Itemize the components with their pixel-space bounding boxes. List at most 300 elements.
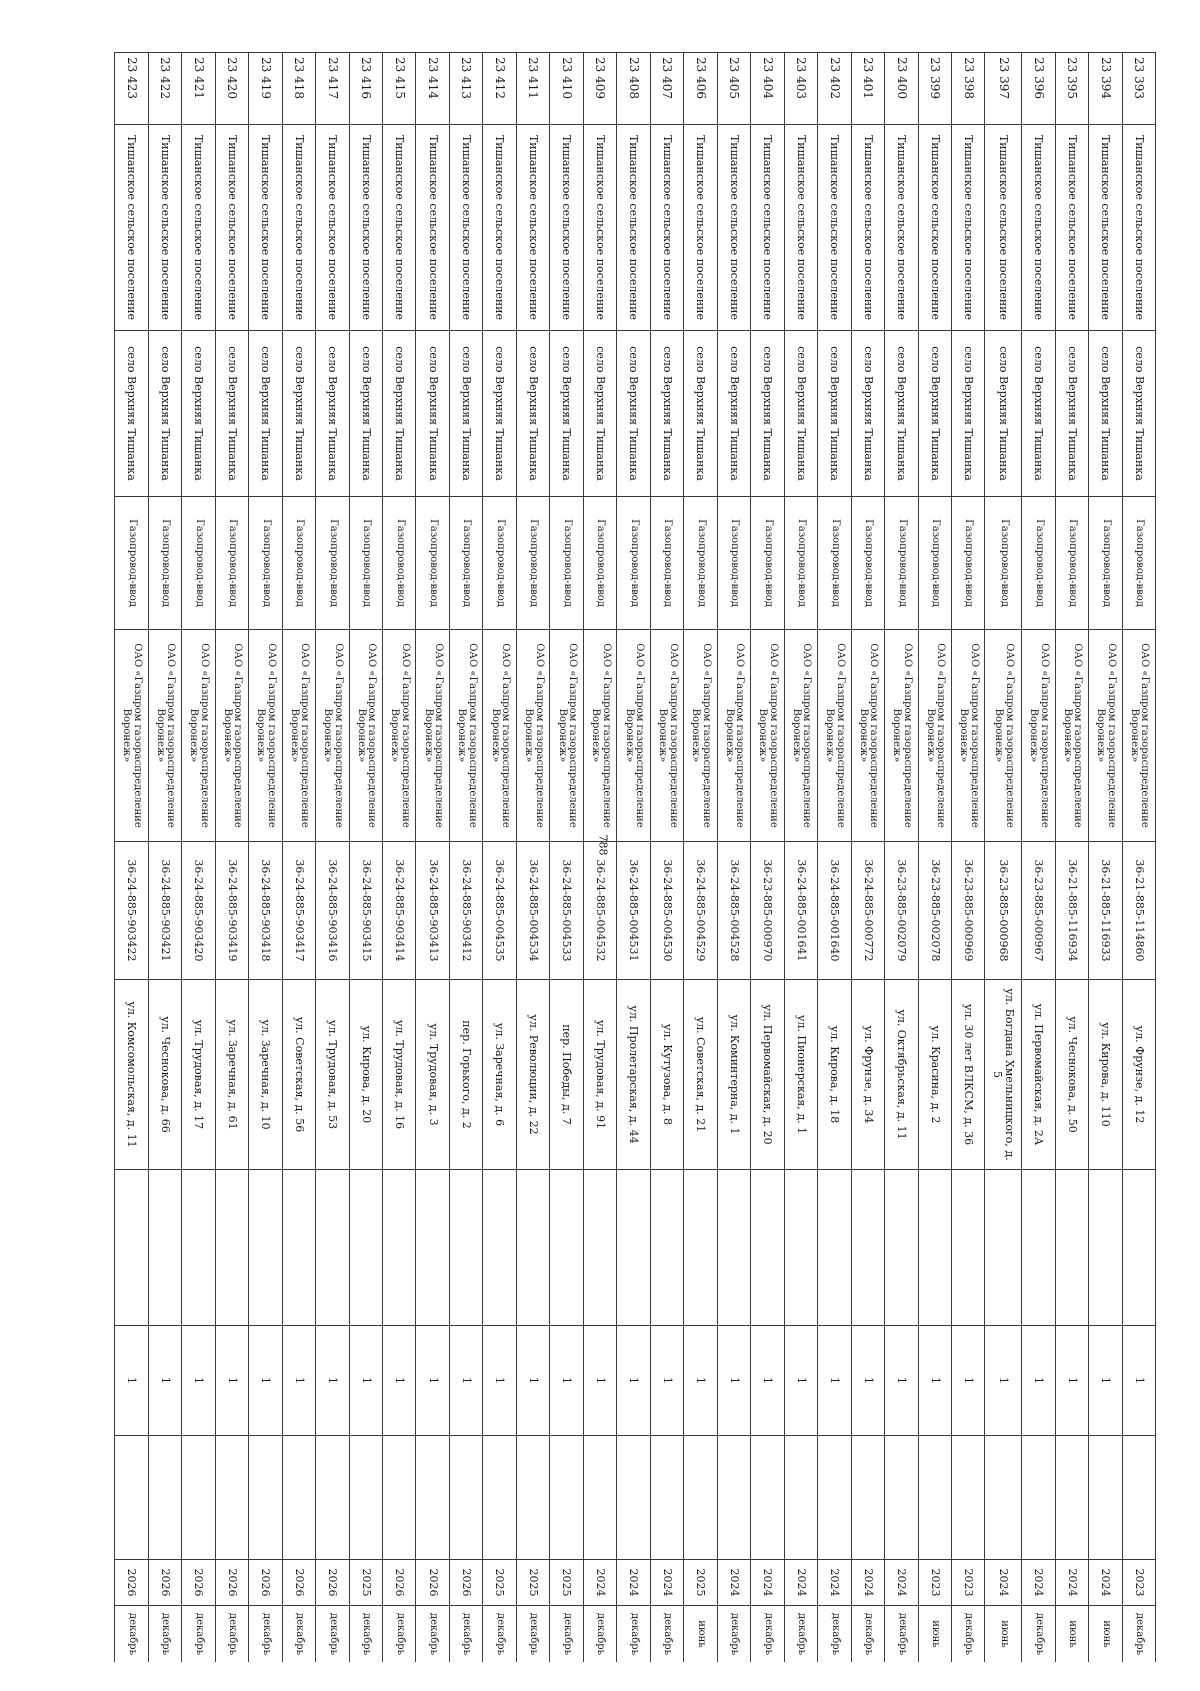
extra-cell — [148, 1436, 181, 1560]
address-cell: ул. Чеснокова, д. 50 — [1055, 980, 1088, 1170]
settlement-cell: Тишанское сельское поселение — [1089, 125, 1122, 331]
year-cell: 2024 — [851, 1560, 884, 1606]
address-cell: ул. Заречная, д. 10 — [249, 980, 282, 1170]
count-cell: 1 — [885, 1326, 918, 1436]
note-cell — [182, 1170, 215, 1326]
row-number: 23 406 — [684, 53, 717, 125]
note-cell — [1089, 1170, 1122, 1326]
row-number: 23 400 — [885, 53, 918, 125]
locality-cell: село Верхняя Тишанка — [1122, 331, 1155, 497]
locality-cell: село Верхняя Тишанка — [751, 331, 784, 497]
extra-cell — [751, 1436, 784, 1560]
locality-cell: село Верхняя Тишанка — [583, 331, 616, 497]
row-number: 23 419 — [249, 53, 282, 125]
cadastral-number-cell: 36-24-885-004533 — [550, 842, 583, 980]
count-cell: 1 — [751, 1326, 784, 1436]
month-cell: декабрь — [282, 1606, 315, 1663]
table-row — [449, 53, 482, 1663]
owner-cell: ОАО «Газпром газораспределение Воронеж» — [550, 630, 583, 842]
month-cell: декабрь — [650, 1606, 683, 1663]
month-cell: декабрь — [516, 1606, 549, 1663]
note-cell — [717, 1170, 750, 1326]
owner-cell: ОАО «Газпром газораспределение Воронеж» — [516, 630, 549, 842]
month-cell: декабрь — [1022, 1606, 1055, 1663]
extra-cell — [1089, 1436, 1122, 1560]
locality-cell: село Верхняя Тишанка — [851, 331, 884, 497]
note-cell — [918, 1170, 951, 1326]
address-cell: ул. Кирова, д. 20 — [349, 980, 382, 1170]
year-cell: 2024 — [985, 1560, 1022, 1606]
row-number: 23 401 — [851, 53, 884, 125]
extra-cell — [316, 1436, 349, 1560]
row-number: 23 398 — [952, 53, 985, 125]
cadastral-number-cell: 36-24-885-903413 — [416, 842, 449, 980]
locality-cell: село Верхняя Тишанка — [282, 331, 315, 497]
locality-cell: село Верхняя Тишанка — [918, 331, 951, 497]
extra-cell — [383, 1436, 416, 1560]
table-row — [249, 53, 282, 1663]
locality-cell: село Верхняя Тишанка — [550, 331, 583, 497]
owner-cell: ОАО «Газпром газораспределение Воронеж» — [449, 630, 482, 842]
month-cell: декабрь — [717, 1606, 750, 1663]
object-type-cell: Газопровод-ввод — [316, 497, 349, 630]
cadastral-number-cell: 36-23-885-000970 — [751, 842, 784, 980]
address-cell: ул. Первомайская, д. 2А — [1022, 980, 1055, 1170]
table-row — [918, 53, 951, 1663]
locality-cell: село Верхняя Тишанка — [148, 331, 181, 497]
address-cell: ул. Трудовая, д. 16 — [383, 980, 416, 1170]
cadastral-number-cell: 36-23-885-000968 — [985, 842, 1022, 980]
count-cell: 1 — [215, 1326, 248, 1436]
note-cell — [115, 1170, 149, 1326]
month-cell: декабрь — [952, 1606, 985, 1663]
year-cell: 2024 — [885, 1560, 918, 1606]
gas-pipeline-registry-table — [114, 52, 1156, 1662]
extra-cell — [650, 1436, 683, 1560]
cadastral-number-cell: 36-24-885-004531 — [617, 842, 650, 980]
month-cell: декабрь — [483, 1606, 516, 1663]
settlement-cell: Тишанское сельское поселение — [985, 125, 1022, 331]
settlement-cell: Тишанское сельское поселение — [851, 125, 884, 331]
address-cell: ул. Октябрьская, д. 11 — [885, 980, 918, 1170]
year-cell: 2026 — [182, 1560, 215, 1606]
row-number: 23 418 — [282, 53, 315, 125]
cadastral-number-cell: 36-24-885-004529 — [684, 842, 717, 980]
cadastral-number-cell: 36-24-885-004528 — [717, 842, 750, 980]
extra-cell — [115, 1436, 149, 1560]
settlement-cell: Тишанское сельское поселение — [148, 125, 181, 331]
object-type-cell: Газопровод-ввод — [182, 497, 215, 630]
year-cell: 2024 — [818, 1560, 851, 1606]
month-cell: декабрь — [148, 1606, 181, 1663]
cadastral-number-cell: 36-24-885-903422 — [115, 842, 149, 980]
address-cell: ул. Фрунзе, д. 34 — [851, 980, 884, 1170]
settlement-cell: Тишанское сельское поселение — [1022, 125, 1055, 331]
cadastral-number-cell: 36-23-885-002079 — [885, 842, 918, 980]
count-cell: 1 — [784, 1326, 817, 1436]
note-cell — [851, 1170, 884, 1326]
row-number: 23 408 — [617, 53, 650, 125]
row-number: 23 403 — [784, 53, 817, 125]
locality-cell: село Верхняя Тишанка — [1055, 331, 1088, 497]
year-cell: 2024 — [650, 1560, 683, 1606]
extra-cell — [483, 1436, 516, 1560]
extra-cell — [282, 1436, 315, 1560]
locality-cell: село Верхняя Тишанка — [684, 331, 717, 497]
object-type-cell: Газопровод-ввод — [115, 497, 149, 630]
table-row — [215, 53, 248, 1663]
table-row — [148, 53, 181, 1663]
object-type-cell: Газопровод-ввод — [1022, 497, 1055, 630]
object-type-cell: Газопровод-ввод — [1055, 497, 1088, 630]
settlement-cell: Тишанское сельское поселение — [885, 125, 918, 331]
month-cell: декабрь — [316, 1606, 349, 1663]
extra-cell — [684, 1436, 717, 1560]
count-cell: 1 — [550, 1326, 583, 1436]
owner-cell: ОАО «Газпром газораспределение Воронеж» — [483, 630, 516, 842]
month-cell: декабрь — [751, 1606, 784, 1663]
address-cell: ул. Трудовая, д. 91 — [583, 980, 616, 1170]
object-type-cell: Газопровод-ввод — [550, 497, 583, 630]
table-row — [182, 53, 215, 1663]
month-cell: декабрь — [784, 1606, 817, 1663]
settlement-cell: Тишанское сельское поселение — [751, 125, 784, 331]
year-cell: 2023 — [1122, 1560, 1155, 1606]
table-row — [751, 53, 784, 1663]
extra-cell — [215, 1436, 248, 1560]
table-row — [1122, 53, 1155, 1663]
month-cell: июнь — [684, 1606, 717, 1663]
row-number: 23 411 — [516, 53, 549, 125]
settlement-cell: Тишанское сельское поселение — [1122, 125, 1155, 331]
extra-cell — [349, 1436, 382, 1560]
owner-cell: ОАО «Газпром газораспределение Воронеж» — [952, 630, 985, 842]
count-cell: 1 — [383, 1326, 416, 1436]
table-row — [550, 53, 583, 1663]
row-number: 23 415 — [383, 53, 416, 125]
count-cell: 1 — [483, 1326, 516, 1436]
owner-cell: ОАО «Газпром газораспределение Воронеж» — [349, 630, 382, 842]
locality-cell: село Верхняя Тишанка — [885, 331, 918, 497]
count-cell: 1 — [851, 1326, 884, 1436]
note-cell — [684, 1170, 717, 1326]
month-cell: декабрь — [550, 1606, 583, 1663]
year-cell: 2026 — [282, 1560, 315, 1606]
cadastral-number-cell: 36-24-885-903420 — [182, 842, 215, 980]
owner-cell: ОАО «Газпром газораспределение Воронеж» — [684, 630, 717, 842]
settlement-cell: Тишанское сельское поселение — [550, 125, 583, 331]
count-cell: 1 — [249, 1326, 282, 1436]
note-cell — [516, 1170, 549, 1326]
row-number: 23 414 — [416, 53, 449, 125]
row-number: 23 412 — [483, 53, 516, 125]
object-type-cell: Газопровод-ввод — [449, 497, 482, 630]
row-number: 23 393 — [1122, 53, 1155, 125]
owner-cell: ОАО «Газпром газораспределение Воронеж» — [249, 630, 282, 842]
note-cell — [885, 1170, 918, 1326]
row-number: 23 422 — [148, 53, 181, 125]
month-cell: декабрь — [349, 1606, 382, 1663]
count-cell: 1 — [449, 1326, 482, 1436]
extra-cell — [416, 1436, 449, 1560]
month-cell: декабрь — [818, 1606, 851, 1663]
count-cell: 1 — [516, 1326, 549, 1436]
owner-cell: ОАО «Газпром газораспределение Воронеж» — [851, 630, 884, 842]
month-cell: июнь — [1089, 1606, 1122, 1663]
settlement-cell: Тишанское сельское поселение — [316, 125, 349, 331]
row-number: 23 407 — [650, 53, 683, 125]
year-cell: 2026 — [416, 1560, 449, 1606]
row-number: 23 395 — [1055, 53, 1088, 125]
object-type-cell: Газопровод-ввод — [784, 497, 817, 630]
table-row — [851, 53, 884, 1663]
note-cell — [650, 1170, 683, 1326]
address-cell: ул. Советская, д. 56 — [282, 980, 315, 1170]
owner-cell: ОАО «Газпром газораспределение Воронеж» — [885, 630, 918, 842]
cadastral-number-cell: 36-24-885-903415 — [349, 842, 382, 980]
year-cell: 2024 — [717, 1560, 750, 1606]
row-number: 23 421 — [182, 53, 215, 125]
cadastral-number-cell: 36-24-885-001641 — [784, 842, 817, 980]
owner-cell: ОАО «Газпром газораспределение Воронеж» — [1055, 630, 1088, 842]
year-cell: 2024 — [583, 1560, 616, 1606]
count-cell: 1 — [985, 1326, 1022, 1436]
settlement-cell: Тишанское сельское поселение — [684, 125, 717, 331]
year-cell: 2026 — [115, 1560, 149, 1606]
cadastral-number-cell: 36-24-885-004530 — [650, 842, 683, 980]
owner-cell: ОАО «Газпром газораспределение Воронеж» — [717, 630, 750, 842]
note-cell — [1022, 1170, 1055, 1326]
owner-cell: ОАО «Газпром газораспределение Воронеж» — [650, 630, 683, 842]
year-cell: 2023 — [918, 1560, 951, 1606]
month-cell: декабрь — [1122, 1606, 1155, 1663]
locality-cell: село Верхняя Тишанка — [617, 331, 650, 497]
table-row — [952, 53, 985, 1663]
extra-cell — [617, 1436, 650, 1560]
object-type-cell: Газопровод-ввод — [148, 497, 181, 630]
table-row — [650, 53, 683, 1663]
table-row — [483, 53, 516, 1663]
extra-cell — [717, 1436, 750, 1560]
row-number: 23 423 — [115, 53, 149, 125]
address-cell: ул. Заречная, д. 6 — [483, 980, 516, 1170]
object-type-cell: Газопровод-ввод — [483, 497, 516, 630]
month-cell: июнь — [985, 1606, 1022, 1663]
owner-cell: ОАО «Газпром газораспределение Воронеж» — [316, 630, 349, 842]
cadastral-number-cell: 36-24-885-004534 — [516, 842, 549, 980]
extra-cell — [449, 1436, 482, 1560]
count-cell: 1 — [282, 1326, 315, 1436]
cadastral-number-cell: 36-24-885-004535 — [483, 842, 516, 980]
owner-cell: ОАО «Газпром газораспределение Воронеж» — [115, 630, 149, 842]
locality-cell: село Верхняя Тишанка — [1089, 331, 1122, 497]
extra-cell — [818, 1436, 851, 1560]
locality-cell: село Верхняя Тишанка — [985, 331, 1022, 497]
note-cell — [483, 1170, 516, 1326]
year-cell: 2026 — [148, 1560, 181, 1606]
settlement-cell: Тишанское сельское поселение — [818, 125, 851, 331]
month-cell: декабрь — [851, 1606, 884, 1663]
address-cell: ул. Трудовая, д. 53 — [316, 980, 349, 1170]
object-type-cell: Газопровод-ввод — [1089, 497, 1122, 630]
address-cell: ул. Коминтерна, д. 1 — [717, 980, 750, 1170]
settlement-cell: Тишанское сельское поселение — [449, 125, 482, 331]
cadastral-number-cell: 36-23-885-000969 — [952, 842, 985, 980]
extra-cell — [851, 1436, 884, 1560]
year-cell: 2024 — [784, 1560, 817, 1606]
cadastral-number-cell: 36-24-885-000772 — [851, 842, 884, 980]
cadastral-number-cell: 36-21-885-116933 — [1089, 842, 1122, 980]
extra-cell — [249, 1436, 282, 1560]
locality-cell: село Верхняя Тишанка — [1022, 331, 1055, 497]
address-cell: ул. Фрунзе, д. 12 — [1122, 980, 1155, 1170]
object-type-cell: Газопровод-ввод — [282, 497, 315, 630]
year-cell: 2026 — [316, 1560, 349, 1606]
address-cell: ул. Советская, д. 21 — [684, 980, 717, 1170]
locality-cell: село Верхняя Тишанка — [952, 331, 985, 497]
note-cell — [316, 1170, 349, 1326]
object-type-cell: Газопровод-ввод — [851, 497, 884, 630]
owner-cell: ОАО «Газпром газораспределение Воронеж» — [1089, 630, 1122, 842]
note-cell — [215, 1170, 248, 1326]
cadastral-number-cell: 36-24-885-903421 — [148, 842, 181, 980]
settlement-cell: Тишанское сельское поселение — [918, 125, 951, 331]
month-cell: июнь — [918, 1606, 951, 1663]
table-row — [282, 53, 315, 1663]
year-cell: 2026 — [249, 1560, 282, 1606]
owner-cell: ОАО «Газпром газораспределение Воронеж» — [918, 630, 951, 842]
address-cell: ул. Заречная, д. 61 — [215, 980, 248, 1170]
address-cell: ул. Пролетарская, д. 44 — [617, 980, 650, 1170]
note-cell — [617, 1170, 650, 1326]
year-cell: 2026 — [215, 1560, 248, 1606]
address-cell: ул. Кирова, д. 18 — [818, 980, 851, 1170]
month-cell: декабрь — [115, 1606, 149, 1663]
address-cell: ул. Кирова, д. 110 — [1089, 980, 1122, 1170]
object-type-cell: Газопровод-ввод — [952, 497, 985, 630]
settlement-cell: Тишанское сельское поселение — [717, 125, 750, 331]
count-cell: 1 — [182, 1326, 215, 1436]
table-row — [717, 53, 750, 1663]
table-frame — [114, 52, 1156, 1662]
extra-cell — [516, 1436, 549, 1560]
settlement-cell: Тишанское сельское поселение — [349, 125, 382, 331]
settlement-cell: Тишанское сельское поселение — [416, 125, 449, 331]
object-type-cell: Газопровод-ввод — [985, 497, 1022, 630]
note-cell — [449, 1170, 482, 1326]
count-cell: 1 — [617, 1326, 650, 1436]
locality-cell: село Верхняя Тишанка — [416, 331, 449, 497]
address-cell: пер. Горького, д. 2 — [449, 980, 482, 1170]
address-cell: ул. Чеснокова, д. 66 — [148, 980, 181, 1170]
count-cell: 1 — [650, 1326, 683, 1436]
locality-cell: село Верхняя Тишанка — [115, 331, 149, 497]
settlement-cell: Тишанское сельское поселение — [583, 125, 616, 331]
object-type-cell: Газопровод-ввод — [885, 497, 918, 630]
owner-cell: ОАО «Газпром газораспределение Воронеж» — [182, 630, 215, 842]
object-type-cell: Газопровод-ввод — [617, 497, 650, 630]
table-row — [985, 53, 1022, 1663]
month-cell: декабрь — [182, 1606, 215, 1663]
object-type-cell: Газопровод-ввод — [918, 497, 951, 630]
object-type-cell: Газопровод-ввод — [650, 497, 683, 630]
owner-cell: ОАО «Газпром газораспределение Воронеж» — [784, 630, 817, 842]
year-cell: 2024 — [1089, 1560, 1122, 1606]
table-row — [516, 53, 549, 1663]
address-cell: пер. Победы, д. 7 — [550, 980, 583, 1170]
table-row — [416, 53, 449, 1663]
year-cell: 2024 — [617, 1560, 650, 1606]
note-cell — [349, 1170, 382, 1326]
locality-cell: село Верхняя Тишанка — [383, 331, 416, 497]
object-type-cell: Газопровод-ввод — [717, 497, 750, 630]
cadastral-number-cell: 36-23-885-000967 — [1022, 842, 1055, 980]
owner-cell: ОАО «Газпром газораспределение Воронеж» — [416, 630, 449, 842]
table-row — [1022, 53, 1055, 1663]
count-cell: 1 — [1089, 1326, 1122, 1436]
table-row — [349, 53, 382, 1663]
object-type-cell: Газопровод-ввод — [249, 497, 282, 630]
year-cell: 2025 — [550, 1560, 583, 1606]
year-cell: 2023 — [952, 1560, 985, 1606]
locality-cell: село Верхняя Тишанка — [516, 331, 549, 497]
extra-cell — [1055, 1436, 1088, 1560]
month-cell: декабрь — [617, 1606, 650, 1663]
note-cell — [583, 1170, 616, 1326]
count-cell: 1 — [717, 1326, 750, 1436]
note-cell — [148, 1170, 181, 1326]
count-cell: 1 — [684, 1326, 717, 1436]
owner-cell: ОАО «Газпром газораспределение Воронеж» — [1122, 630, 1155, 842]
month-cell: июнь — [1055, 1606, 1088, 1663]
object-type-cell: Газопровод-ввод — [1122, 497, 1155, 630]
object-type-cell: Газопровод-ввод — [684, 497, 717, 630]
row-number: 23 405 — [717, 53, 750, 125]
settlement-cell: Тишанское сельское поселение — [383, 125, 416, 331]
row-number: 23 397 — [985, 53, 1022, 125]
locality-cell: село Верхняя Тишанка — [818, 331, 851, 497]
address-cell: ул. Богдана Хмельницкого, д. 5 — [985, 980, 1022, 1170]
month-cell: декабрь — [449, 1606, 482, 1663]
cadastral-number-cell: 36-24-885-001640 — [818, 842, 851, 980]
row-number: 23 413 — [449, 53, 482, 125]
month-cell: декабрь — [583, 1606, 616, 1663]
row-number: 23 394 — [1089, 53, 1122, 125]
settlement-cell: Тишанское сельское поселение — [650, 125, 683, 331]
year-cell: 2024 — [751, 1560, 784, 1606]
cadastral-number-cell: 36-24-885-903417 — [282, 842, 315, 980]
cadastral-number-cell: 36-23-885-002078 — [918, 842, 951, 980]
month-cell: декабрь — [249, 1606, 282, 1663]
settlement-cell: Тишанское сельское поселение — [483, 125, 516, 331]
note-cell — [985, 1170, 1022, 1326]
note-cell — [282, 1170, 315, 1326]
extra-cell — [784, 1436, 817, 1560]
settlement-cell: Тишанское сельское поселение — [784, 125, 817, 331]
count-cell: 1 — [316, 1326, 349, 1436]
settlement-cell: Тишанское сельское поселение — [182, 125, 215, 331]
address-cell: ул. Трудовая, д. 17 — [182, 980, 215, 1170]
address-cell: ул. 30 лет ВЛКСМ, д. 36 — [952, 980, 985, 1170]
owner-cell: ОАО «Газпром газораспределение Воронеж» — [751, 630, 784, 842]
cadastral-number-cell: 36-21-885-114860 — [1122, 842, 1155, 980]
object-type-cell: Газопровод-ввод — [516, 497, 549, 630]
count-cell: 1 — [918, 1326, 951, 1436]
row-number: 23 399 — [918, 53, 951, 125]
locality-cell: село Верхняя Тишанка — [784, 331, 817, 497]
owner-cell: ОАО «Газпром газораспределение Воронеж» — [1022, 630, 1055, 842]
owner-cell: ОАО «Газпром газораспределение Воронеж» — [383, 630, 416, 842]
